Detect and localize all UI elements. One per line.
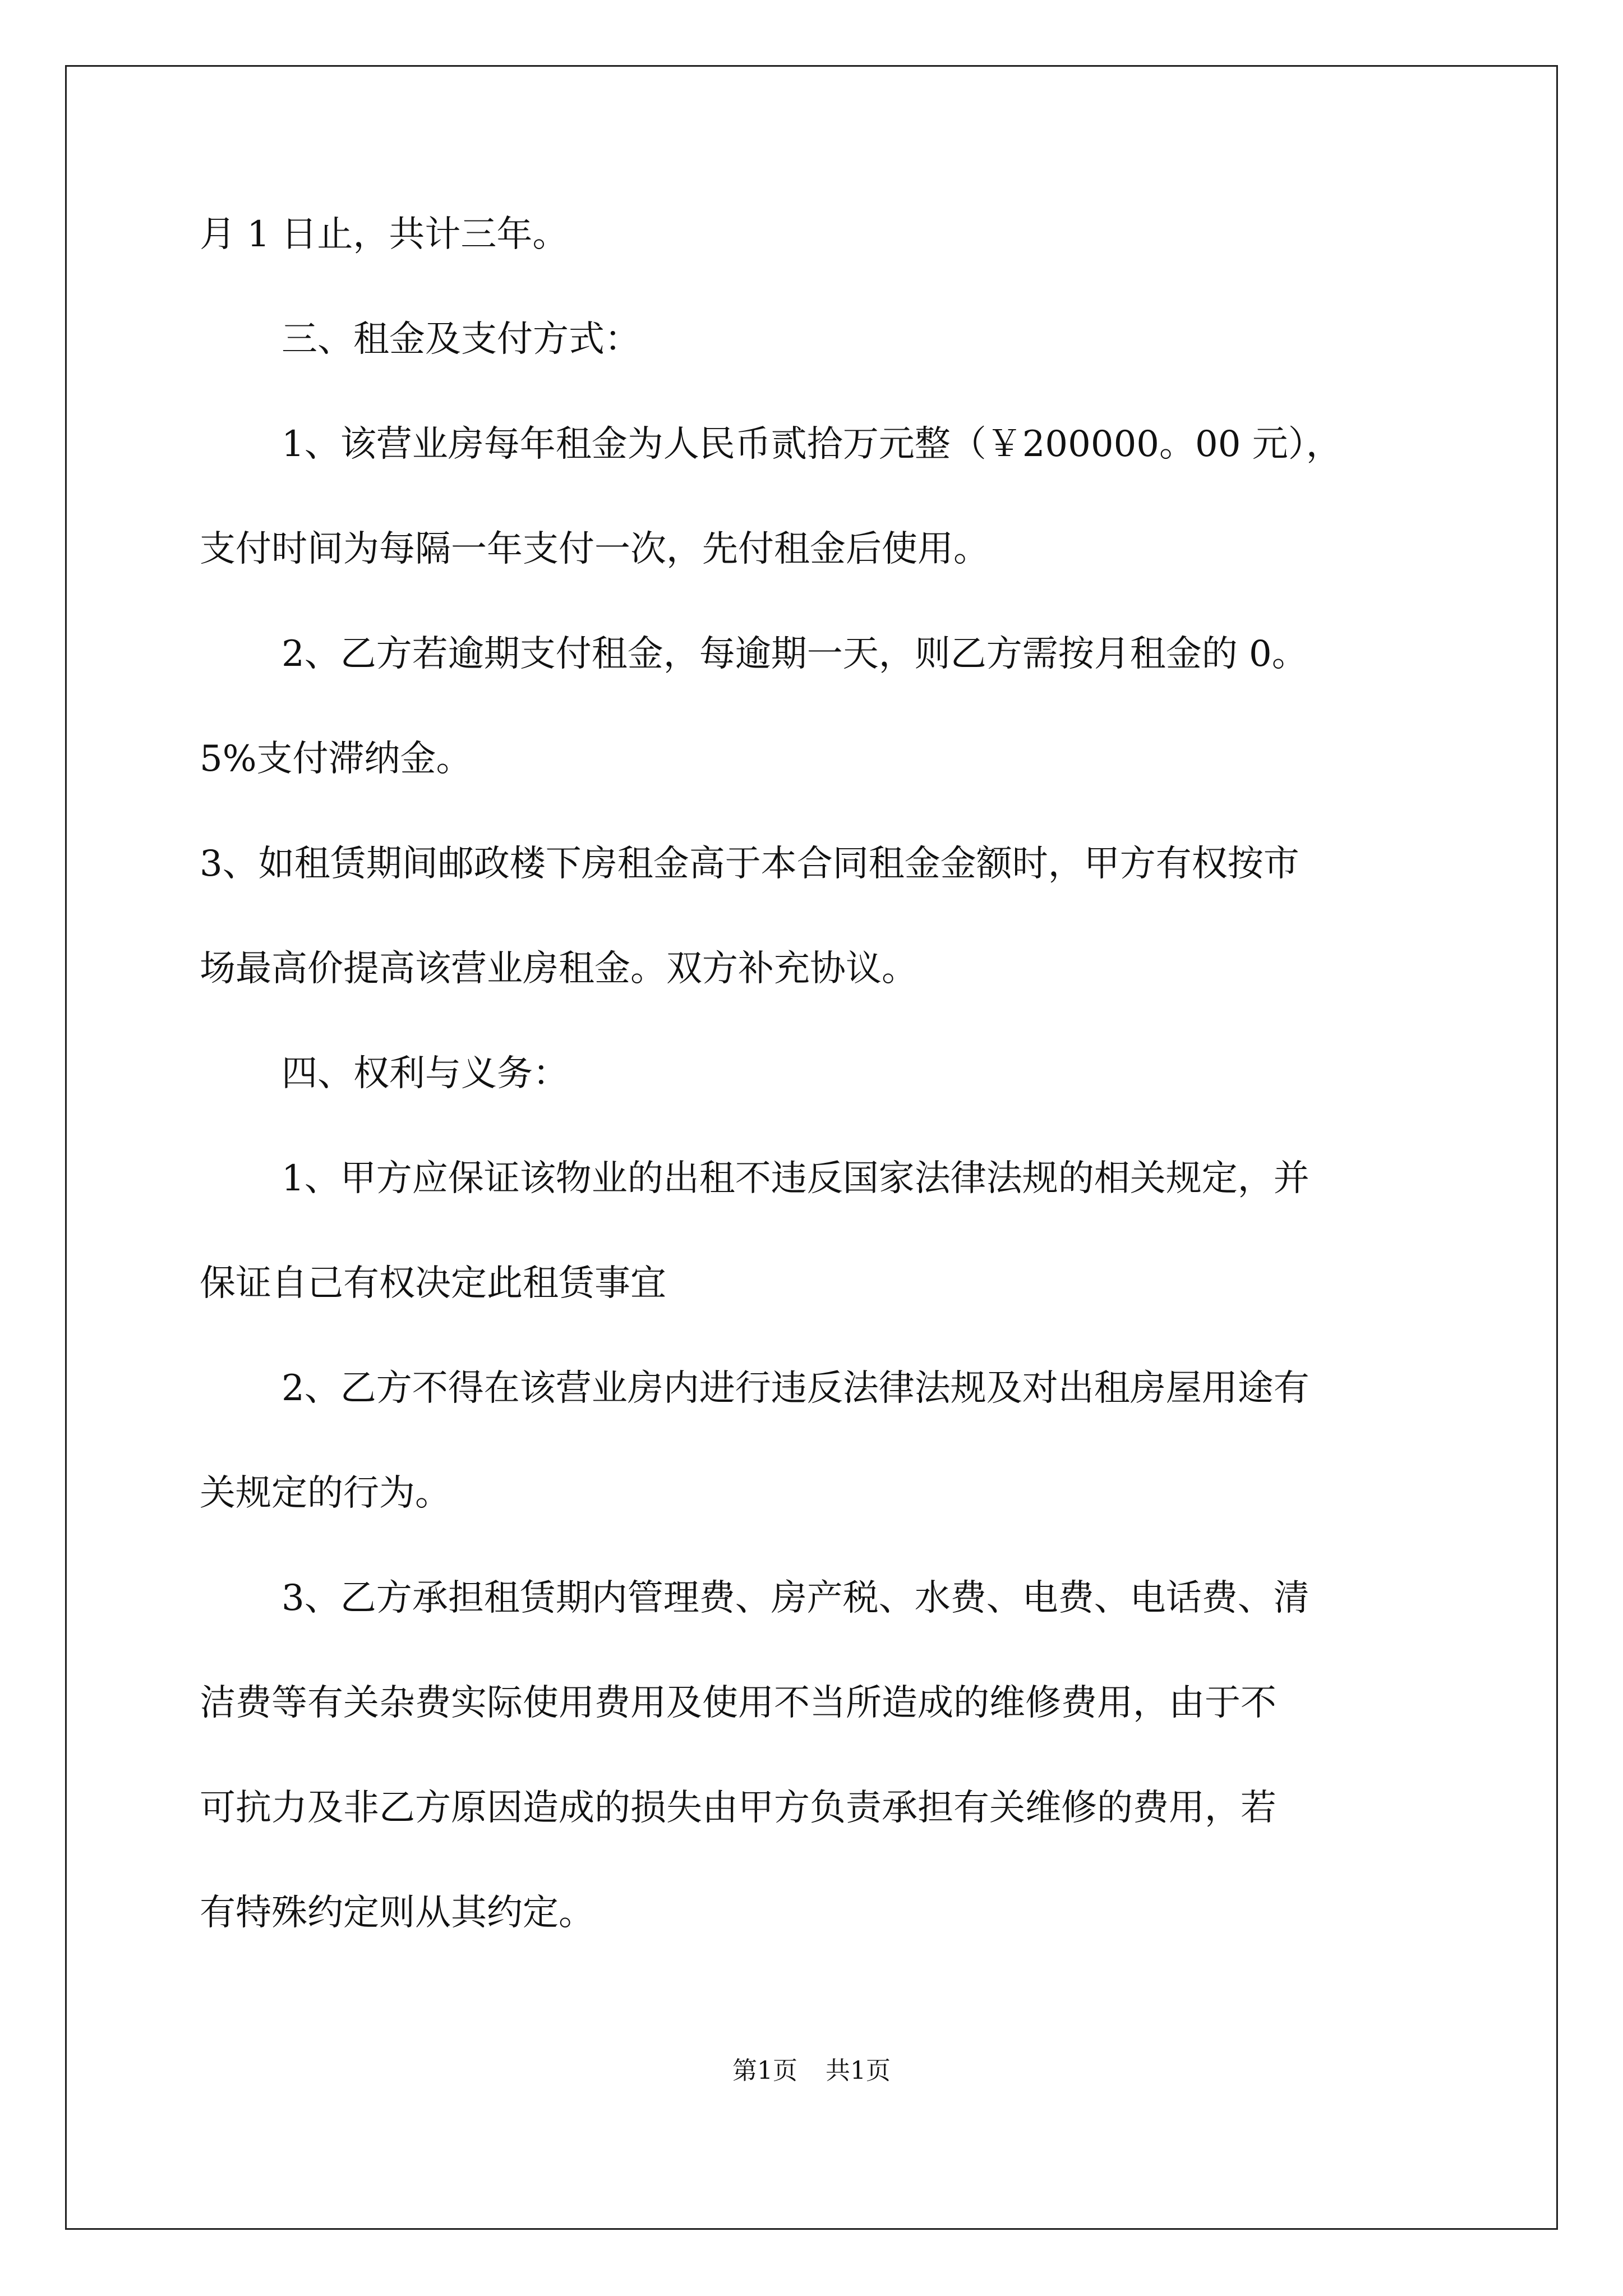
text-line: 2、乙方若逾期支付租金，每逾期一天，则乙方需按月租金的 0。 bbox=[282, 633, 1308, 675]
text-line: 1、甲方应保证该物业的出租不违反国家法律法规的相关规定，并 bbox=[282, 1158, 1310, 1199]
page-total: 共1页 bbox=[826, 2056, 891, 2085]
text-line: 场最高价提高该营业房租金。双方补充协议。 bbox=[200, 948, 917, 990]
section-heading: 四、权利与义务： bbox=[282, 1053, 569, 1094]
section-heading: 三、租金及支付方式： bbox=[282, 319, 640, 360]
text-line: 支付时间为每隔一年支付一次，先付租金后使用。 bbox=[200, 528, 989, 570]
page-footer bbox=[0, 2054, 1623, 2088]
text-line: 有特殊约定则从其约定。 bbox=[200, 1892, 594, 1934]
text-line: 1、该营业房每年租金为人民币贰拾万元整（￥200000。00 元）， bbox=[282, 424, 1342, 465]
text-line: 可抗力及非乙方原因造成的损失由甲方负责承担有关维修的费用，若 bbox=[200, 1787, 1276, 1829]
text-line: 3、乙方承担租赁期内管理费、房产税、水费、电费、电话费、清 bbox=[282, 1577, 1310, 1619]
text-line: 5%支付滞纳金。 bbox=[200, 738, 472, 780]
text-line: 保证自己有权决定此租赁事宜 bbox=[200, 1263, 666, 1304]
page-number: 第1页 bbox=[732, 2056, 797, 2085]
text-line: 月 1 日止，共计三年。 bbox=[200, 214, 569, 255]
text-line: 2、乙方不得在该营业房内进行违反法律法规及对出租房屋用途有 bbox=[282, 1368, 1310, 1409]
text-line: 关规定的行为。 bbox=[200, 1473, 451, 1514]
text-line: 3、如租赁期间邮政楼下房租金高于本合同租金金额时，甲方有权按市 bbox=[200, 843, 1299, 885]
text-line: 洁费等有关杂费实际使用费用及使用不当所造成的维修费用，由于不 bbox=[200, 1682, 1276, 1724]
